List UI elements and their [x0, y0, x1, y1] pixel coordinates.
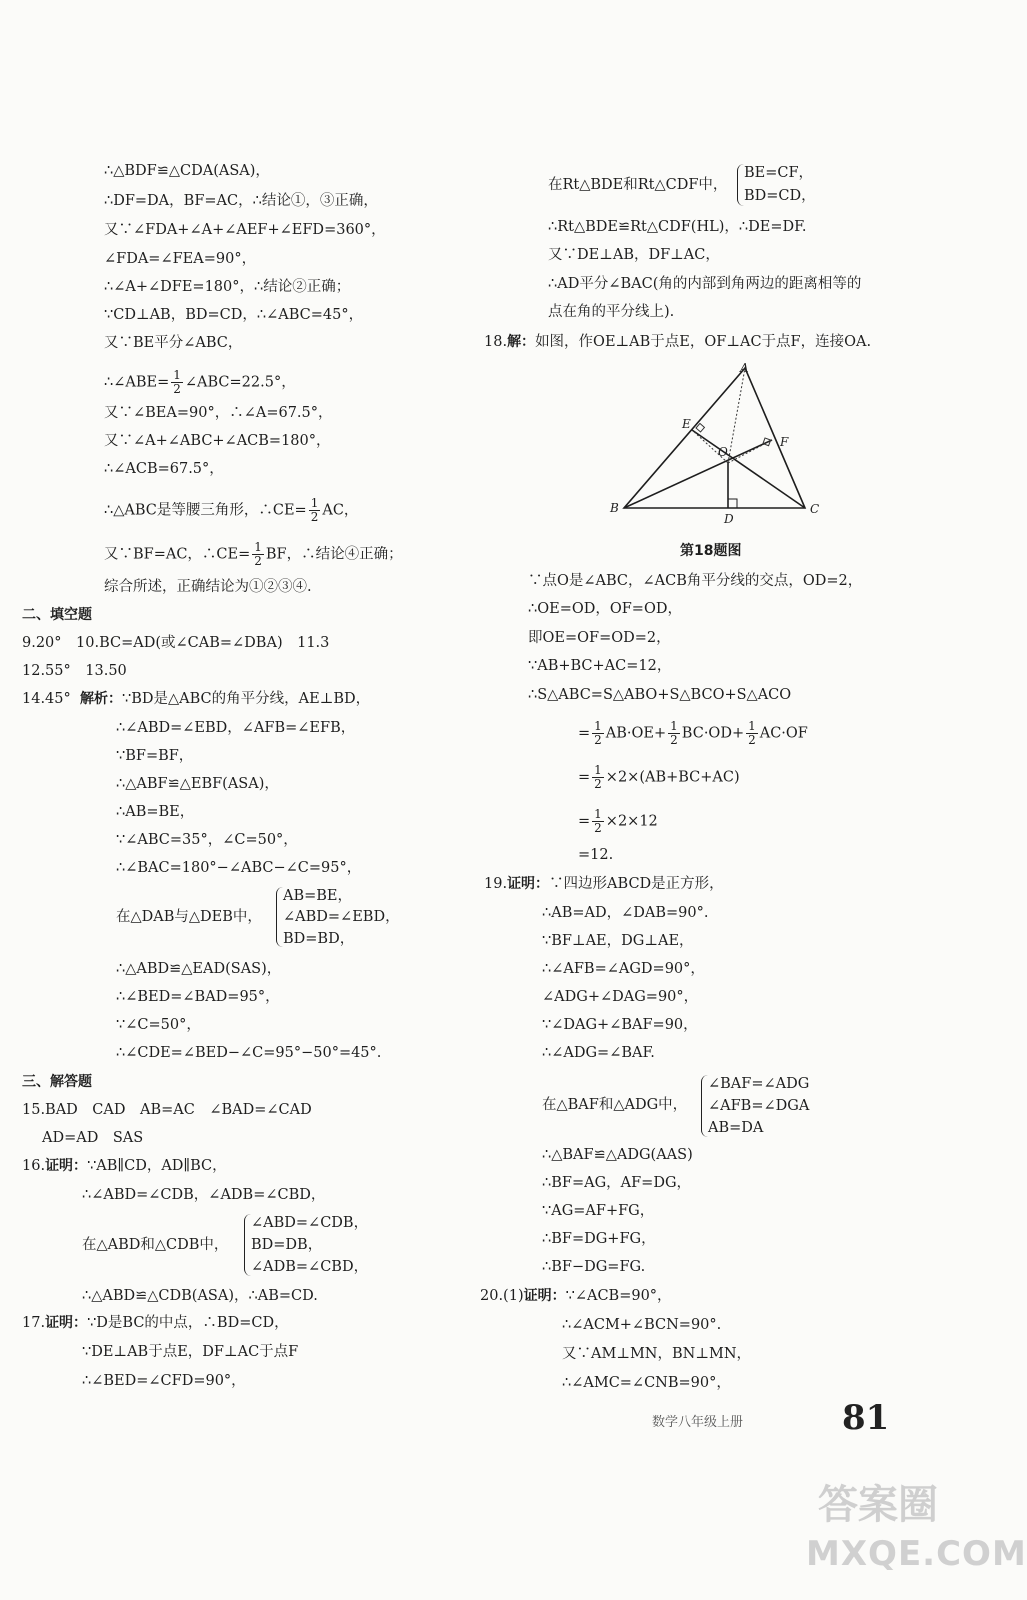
numerator: 1: [594, 719, 602, 733]
label-a: A: [740, 361, 749, 375]
fraction: [592, 720, 604, 747]
proof-line: ∴∠ACM+∠BCN=90°.: [562, 1317, 722, 1333]
text: =: [578, 769, 591, 786]
answer-line: 12.55° 13.50: [22, 663, 127, 679]
denominator: 2: [594, 733, 602, 747]
proof-line: ∵AG=AF+FG，: [542, 1203, 655, 1219]
text: AC·OF: [759, 725, 808, 742]
text: 19.: [484, 876, 508, 892]
label-b: B: [610, 501, 619, 515]
proof-line: ∴AB=BE，: [116, 804, 195, 820]
system-line: AB=DA: [708, 1120, 764, 1136]
brace: [701, 1075, 708, 1137]
proof-line: ∠ADG+∠DAG=90°，: [542, 989, 699, 1005]
proof-line: ∵BF=BF，: [116, 748, 194, 764]
label-d: D: [724, 512, 734, 526]
fraction: [171, 369, 183, 396]
denominator: 2: [594, 821, 602, 835]
section-heading: 二、填空题: [22, 607, 92, 623]
proof-line: [104, 369, 296, 396]
answer-line: [484, 875, 724, 893]
fraction: [746, 720, 758, 747]
system-line: ∠BAF=∠ADG: [708, 1076, 810, 1092]
system-line: ∠ADB=∠CBD，: [251, 1259, 369, 1275]
fraction: [592, 808, 604, 835]
label: 解析：: [79, 691, 122, 707]
answer-line: 9.20° 10.BC=AD(或∠CAB=∠DBA) 11.3: [22, 635, 330, 651]
proof-line: ∵AB+BC+AC=12，: [528, 658, 672, 674]
system-line: AB=BE，: [283, 888, 353, 904]
proof-line: 又∵∠FDA+∠A+∠AEF+∠EFD=360°，: [104, 222, 386, 238]
text: ∵D是BC的中点，∴BD=CD，: [87, 1315, 289, 1331]
text: =: [578, 725, 591, 742]
right-angle-e: [696, 423, 704, 431]
system-line: ∠AFB=∠DGA: [708, 1098, 810, 1114]
text: AC，: [322, 502, 359, 519]
denominator: 2: [173, 382, 181, 396]
label-o: O: [718, 445, 728, 459]
denominator: 2: [254, 554, 262, 568]
system-line: BE=CF，: [744, 165, 814, 181]
proof-line: ∴BF−DG=FG.: [542, 1259, 646, 1275]
fraction: [668, 720, 680, 747]
proof-line: ∴∠AFB=∠AGD=90°，: [542, 961, 705, 977]
text: ∵四边形ABCD是正方形，: [549, 876, 724, 892]
proof-line: ∴∠ADG=∠BAF.: [542, 1045, 655, 1061]
numerator: 1: [594, 807, 602, 821]
text: ∴△ABC是等腰三角形，∴CE=: [104, 502, 307, 519]
denominator: 2: [594, 777, 602, 791]
brace: [276, 887, 283, 947]
proof-line: ∴△BDF≌△CDA(ASA)，: [104, 163, 270, 179]
proof-line: 又∵∠A+∠ABC+∠ACB=180°，: [104, 433, 331, 449]
proof-line: ∴BF=AG，AF=DG，: [542, 1175, 692, 1191]
label: 证明：: [45, 1315, 88, 1331]
proof-line: ∴∠BED=∠BAD=95°，: [116, 989, 280, 1005]
watermark-url: MXQE.COM: [806, 1534, 1027, 1574]
proof-line: [578, 764, 740, 791]
proof-line: 又∵BE平分∠ABC，: [104, 335, 243, 351]
triangle-figure: [600, 360, 840, 530]
proof-line: ∵点O是∠ABC，∠ACB角平分线的交点，OD=2，: [528, 573, 863, 589]
label: 证明：: [523, 1288, 566, 1304]
text: 17.: [22, 1315, 46, 1331]
proof-line: [578, 720, 808, 747]
denominator: 2: [310, 510, 319, 524]
proof-line: ∴∠AMC=∠CNB=90°，: [562, 1375, 731, 1391]
numerator: 1: [670, 719, 678, 733]
numerator: 1: [173, 368, 181, 382]
label: 解：: [507, 334, 536, 350]
proof-line: 点在角的平分线上).: [548, 304, 675, 320]
text: 16.: [22, 1158, 46, 1174]
text: ∵∠ACB=90°，: [565, 1288, 672, 1304]
fraction: [592, 764, 604, 791]
system-line: ∠ABD=∠CDB，: [251, 1215, 369, 1231]
book-title: 数学八年级上册: [652, 1415, 744, 1430]
bisector-bo: [624, 440, 772, 508]
proof-line: 综合所述，正确结论为①②③④.: [104, 579, 312, 595]
text: ×2×12: [605, 813, 658, 830]
proof-line: ∴S△ABC=S△ABO+S△BCO+S△ACO: [528, 687, 792, 703]
proof-line: ∴OE=OD，OF=OD，: [528, 601, 682, 617]
proof-line: 在△DAB与△DEB中，: [116, 909, 262, 925]
proof-line: 又∵DE⊥AB，DF⊥AC，: [548, 247, 720, 263]
proof-line: ∵∠DAG+∠BAF=90，: [542, 1017, 698, 1033]
triangle-abc: [624, 368, 805, 508]
brace: [244, 1214, 251, 1276]
text: ∠ABC=22.5°，: [184, 374, 296, 391]
numerator: 1: [310, 496, 319, 510]
proof-line: 在△ABD和△CDB中，: [82, 1237, 229, 1253]
system-line: ∠ABD=∠EBD，: [283, 909, 400, 925]
text: BF，∴结论④正确；: [265, 546, 403, 563]
proof-line: [578, 808, 658, 835]
answer-line: AD=AD SAS: [42, 1130, 144, 1146]
proof-line: ∴∠A+∠DFE=180°，∴结论②正确；: [104, 279, 351, 295]
proof-line: ∴Rt△BDE≌Rt△CDF(HL)，∴DE=DF.: [548, 219, 807, 235]
fraction: [252, 541, 264, 568]
proof-line: ∴∠CDE=∠BED−∠C=95°−50°=45°.: [116, 1045, 382, 1061]
answer-line: [484, 333, 871, 351]
answer-line: [480, 1287, 672, 1305]
answer-line: 15.BAD CAD AB=AC ∠BAD=∠CAD: [22, 1102, 312, 1118]
fraction: [309, 497, 321, 524]
text: BC·OD+: [681, 725, 745, 742]
proof-line: ∴BF=DG+FG，: [542, 1231, 656, 1247]
label: 证明：: [45, 1158, 88, 1174]
figure-caption: 第18题图: [680, 543, 742, 559]
text: AB·OE+: [605, 725, 667, 742]
answer-line: [22, 1157, 227, 1175]
proof-line: [104, 541, 403, 568]
text: ∴∠ABE=: [104, 374, 170, 391]
proof-line: ∴△ABD≌△CDB(ASA)，∴AB=CD.: [82, 1288, 318, 1304]
proof-line: ∴∠ACB=67.5°，: [104, 461, 224, 477]
proof-line: ∴△BAF≌△ADG(AAS): [542, 1147, 693, 1163]
answer-line: [22, 690, 370, 708]
proof-line: =12.: [578, 847, 614, 863]
section-heading: 三、解答题: [22, 1074, 92, 1090]
proof-line: ∴∠BED=∠CFD=90°，: [82, 1373, 246, 1389]
label-c: C: [810, 502, 820, 516]
label-f: F: [780, 435, 789, 449]
text: 14.45°: [22, 691, 71, 707]
proof-line: ∵BF⊥AE，DG⊥AE，: [542, 933, 694, 949]
numerator: 1: [594, 763, 602, 777]
proof-line: ∴∠ABD=∠CDB，∠ADB=∠CBD，: [82, 1187, 326, 1203]
proof-line: ∴∠BAC=180°−∠ABC−∠C=95°，: [116, 860, 362, 876]
proof-line: ∴△ABF≌△EBF(ASA)，: [116, 776, 279, 792]
text: =: [578, 813, 591, 830]
proof-line: ∴AD平分∠BAC(角的内部到角两边的距离相等的: [548, 276, 862, 292]
system-line: BD=DB，: [251, 1237, 323, 1253]
text: 如图，作OE⊥AB于点E，OF⊥AC于点F，连接OA.: [535, 334, 872, 350]
text: ×2×(AB+BC+AC): [605, 769, 740, 786]
proof-line: ∴△ABD≌△EAD(SAS)，: [116, 961, 282, 977]
numerator: 1: [254, 540, 262, 554]
proof-line: ∵DE⊥AB于点E，DF⊥AC于点F: [82, 1344, 299, 1360]
proof-line: ∵∠C=50°，: [116, 1017, 201, 1033]
text: 又∵BF=AC，∴CE=: [104, 546, 251, 563]
system-line: BD=CD，: [744, 188, 816, 204]
proof-line: ∴∠ABD=∠EBD，∠AFB=∠EFB，: [116, 720, 356, 736]
proof-line: 又∵∠BEA=90°，∴∠A=67.5°，: [104, 405, 333, 421]
proof-line: ∴AB=AD，∠DAB=90°.: [542, 905, 709, 921]
page-number: 81: [842, 1398, 890, 1438]
proof-line: 即OE=OF=OD=2，: [528, 630, 671, 646]
proof-line: 又∵AM⊥MN，BN⊥MN，: [562, 1346, 752, 1362]
right-angle-d: [728, 499, 737, 508]
label-e: E: [682, 417, 691, 431]
proof-line: [104, 497, 358, 524]
numerator: 1: [748, 719, 756, 733]
denominator: 2: [670, 733, 678, 747]
text: ∵AB∥CD，AD∥BC，: [87, 1158, 227, 1174]
brace: [737, 164, 744, 206]
proof-line: ∠FDA=∠FEA=90°，: [104, 251, 257, 267]
proof-line: ∵∠ABC=35°，∠C=50°，: [116, 832, 298, 848]
label: 证明：: [507, 876, 550, 892]
answer-line: [22, 1314, 289, 1332]
system-line: BD=BD，: [283, 931, 355, 947]
text: ∵BD是△ABC的角平分线，AE⊥BD，: [121, 691, 371, 707]
proof-line: ∵CD⊥AB，BD=CD，∴∠ABC=45°，: [104, 307, 364, 323]
proof-line: 在△BAF和△ADG中，: [542, 1097, 688, 1113]
denominator: 2: [748, 733, 756, 747]
proof-line: 在Rt△BDE和Rt△CDF中，: [548, 177, 728, 193]
segment-oa: [728, 368, 745, 463]
text: 20.(1): [480, 1288, 524, 1304]
watermark-logo: 答案圈: [818, 1482, 938, 1528]
proof-line: ∴DF=DA，BF=AC，∴结论①，③正确，: [104, 193, 378, 209]
text: 18.: [484, 334, 508, 350]
